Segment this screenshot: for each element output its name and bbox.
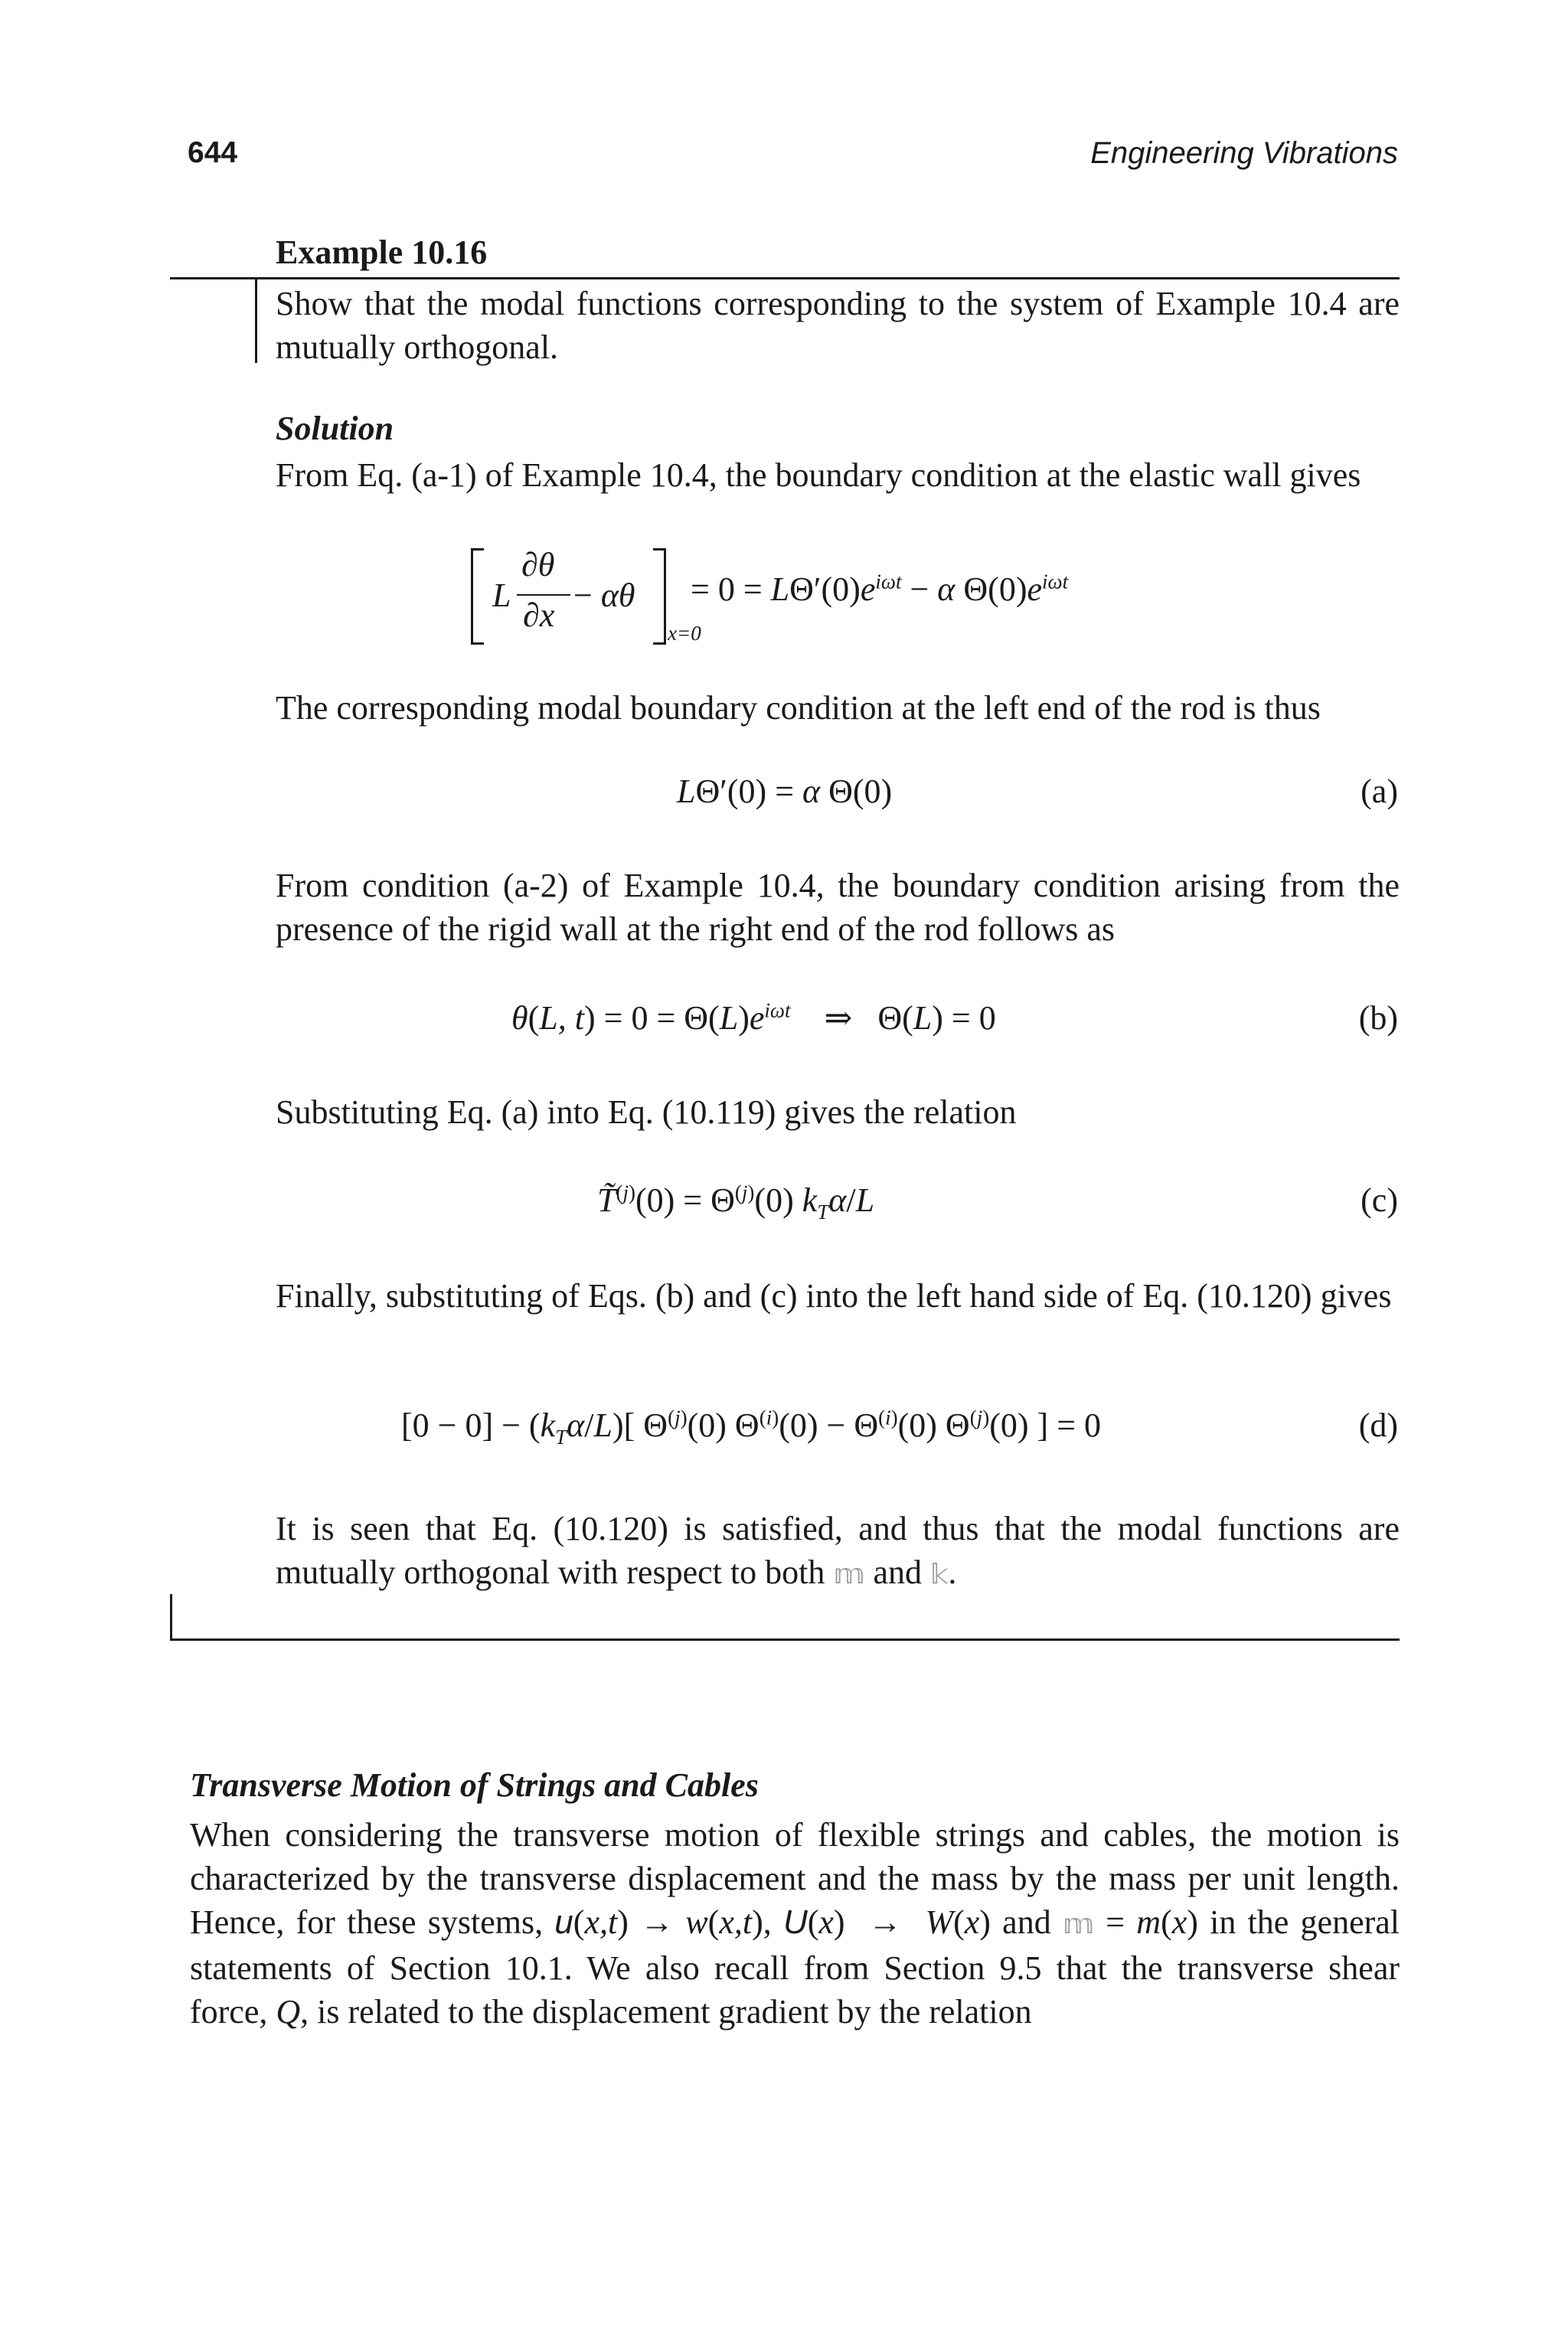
example-title: Example 10.16 [276,234,488,271]
section-text-b: in the general statements of Section 10.1. We also recall from Section 9.5 that the transverse shear force, [190,1903,1400,2031]
example-statement: Show that the modal functions corresponding to the system of Example 10.4 are mutually orthogonal. [276,285,1400,366]
mass-operator-symbol: 𝕞 [833,1559,865,1590]
eq0-fraction-denominator: ∂x [523,596,555,634]
solution-paragraph-4: Substituting Eq. (a) into Eq. (10.119) gives the relation [276,1093,1017,1131]
eq0-minus-alpha-theta: − αθ [573,577,635,614]
page-number: 644 [188,136,238,169]
eq0-fraction-numerator: ∂θ [521,546,555,583]
equation-c: T̃$^{(j)}$(0) = $\Theta^{(j)}(0)$ $k_T\alpha/L$ [597,1181,875,1224]
mapping-u-to-w: u(x,t) → w(x,t), U(x) → W(x) and 𝕞 = m(x) [554,1903,1198,1941]
solution-paragraph-3: From condition (a-2) of Example 10.4, the boundary condition arising from the presence of the rigid wall at the right end of the rod follows as [276,867,1400,948]
eq0-subscript: x=0 [668,622,701,645]
paragraph-6-text: It is seen that Eq. (10.120) is satisfied, and thus that the modal functions are mutually orthogonal with respect to both [276,1510,1400,1591]
paragraph-6-and: and [873,1554,922,1591]
section-text-c: , is related to the displacement gradient by the relation [300,1993,1032,2031]
section-paragraph-1 [190,1813,1400,2034]
example-left-bar-bottom [170,1594,172,1640]
example-left-bar-top [255,277,257,363]
solution-heading: Solution [276,410,394,447]
paragraph-6-end: . [948,1554,957,1591]
section-heading: Transverse Motion of Strings and Cables [190,1766,759,1804]
stiffness-operator-symbol: 𝕜 [929,1559,949,1590]
running-title: Engineering Vibrations [1090,136,1398,170]
right-bracket [653,548,666,645]
equation-c-label: (c) [1361,1181,1398,1219]
equation-a-label: (a) [1361,773,1398,810]
equation-0: = $0 = L\Theta'(0)e^{i\omega t} - \alpha$ $\Theta(0)e^{i\omega t}$ [691,570,1069,608]
left-bracket [471,548,484,645]
equation-b: θ(L, $t) = 0 = \Theta(L)e^{i\omega t}$ ⇒ Θ(L) = 0 [511,998,996,1037]
equation-b-label: (b) [1358,999,1398,1037]
equation-d-label: (d) [1358,1407,1398,1444]
example-top-rule [170,277,1400,279]
section-text-a: When considering the transverse motion of flexible strings and cables, the motion is characterized by the transverse displacement and the mass by the mass per unit length. Hence, for these systems, [190,1816,1400,1941]
equation-a: LΘ′(0) = α Θ(0) [677,773,893,810]
eq0-L: L [492,577,511,614]
example-bottom-rule [170,1638,1400,1641]
solution-paragraph-6 [276,1507,1400,1596]
solution-paragraph-2: The corresponding modal boundary condition at the left end of the rod is thus [276,689,1321,727]
shear-force-symbol: Q [276,1993,301,2031]
solution-paragraph-1: From Eq. (a-1) of Example 10.4, the boundary condition at the elastic wall gives [276,456,1361,494]
mass-operator-symbol-2: 𝕞 [1062,1909,1095,1940]
bracketed-expression [471,548,666,642]
solution-paragraph-5: Finally, substituting of Eqs. (b) and (c) into the left hand side of Eq. (10.120) gives [276,1277,1392,1315]
equation-d: $[0 - 0] - (k_T\alpha/L)$[ $\Theta^{(j)}(0) \Theta^{(i)}(0) - \Theta^{(i)}(0)$ $\Theta^{(j)}(0)$ ] = 0 [401,1406,1102,1449]
